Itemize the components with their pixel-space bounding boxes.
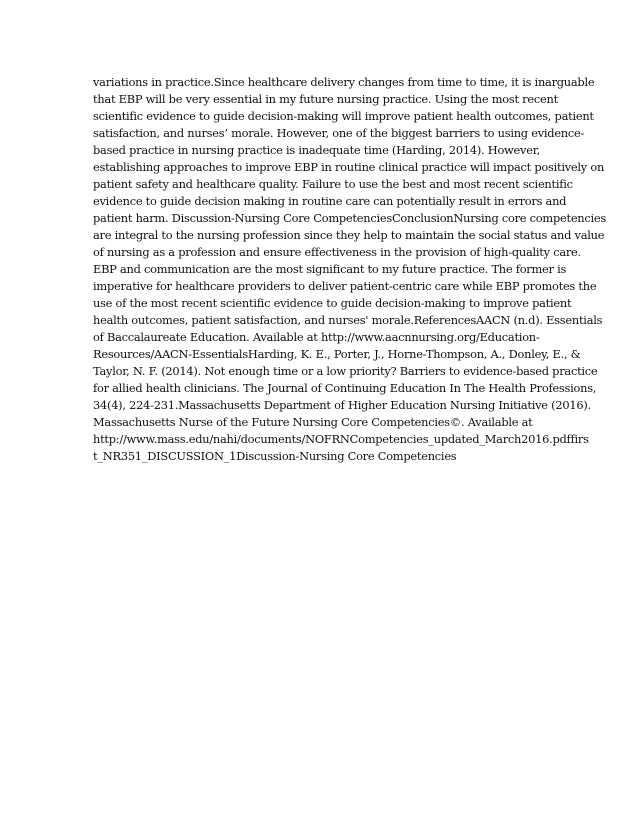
text-line: are integral to the nursing profession since they help to maintain the social status and value xyxy=(93,228,605,242)
text-line: of Baccalaureate Education. Available at http://www.aacnnursing.org/Education- xyxy=(93,330,540,344)
text-line: for allied health clinicians. The Journal of Continuing Education In The Health Professions, xyxy=(93,381,597,395)
text-line: patient harm. Discussion-Nursing Core CompetenciesConclusionNursing core competencies xyxy=(93,211,607,225)
text-line: patient safety and healthcare quality. Failure to use the best and most recent scientific xyxy=(93,177,573,191)
text-line: establishing approaches to improve EBP in routine clinical practice will impact positively on xyxy=(93,160,605,174)
text-line: Resources/AACN-EssentialsHarding, K. E., Porter, J., Horne-Thompson, A., Donley, E., & xyxy=(93,347,581,361)
text-line: health outcomes, patient satisfaction, and nurses' morale.ReferencesAACN (n.d). Essentials xyxy=(93,313,603,327)
text-line: Massachusetts Nurse of the Future Nursing Core Competencies©. Available at xyxy=(93,415,533,429)
text-line: Taylor, N. F. (2014). Not enough time or a low priority? Barriers to evidence-based practice xyxy=(93,364,598,378)
text-line: scientific evidence to guide decision-making will improve patient health outcomes, patient xyxy=(93,109,594,123)
text-line: t_NR351_DISCUSSION_1Discussion-Nursing Core Competencies xyxy=(93,449,457,463)
text-line: evidence to guide decision making in routine care can potentially result in errors and xyxy=(93,194,567,208)
text-line: based practice in nursing practice is inadequate time (Harding, 2014). However, xyxy=(93,143,541,157)
text-line: imperative for healthcare providers to deliver patient-centric care while EBP promotes the xyxy=(93,279,597,293)
text-line: EBP and communication are the most significant to my future practice. The former is xyxy=(93,262,567,276)
text-line: http://www.mass.edu/nahi/documents/NOFRNCompetencies_updated_March2016.pdffirs xyxy=(93,432,589,446)
text-line: that EBP will be very essential in my future nursing practice. Using the most recent xyxy=(93,92,558,106)
text-line: satisfaction, and nurses’ morale. However, one of the biggest barriers to using evidence- xyxy=(93,126,585,140)
text-line: variations in practice.Since healthcare delivery changes from time to time, it is inarguable xyxy=(93,75,595,89)
text-line: of nursing as a profession and ensure effectiveness in the provision of high-quality care. xyxy=(93,245,581,259)
text-line: use of the most recent scientific evidence to guide decision-making to improve patient xyxy=(93,296,572,310)
text-line: 34(4), 224-231.Massachusetts Department of Higher Education Nursing Initiative (2016). xyxy=(93,398,591,412)
body-text xyxy=(93,74,607,465)
